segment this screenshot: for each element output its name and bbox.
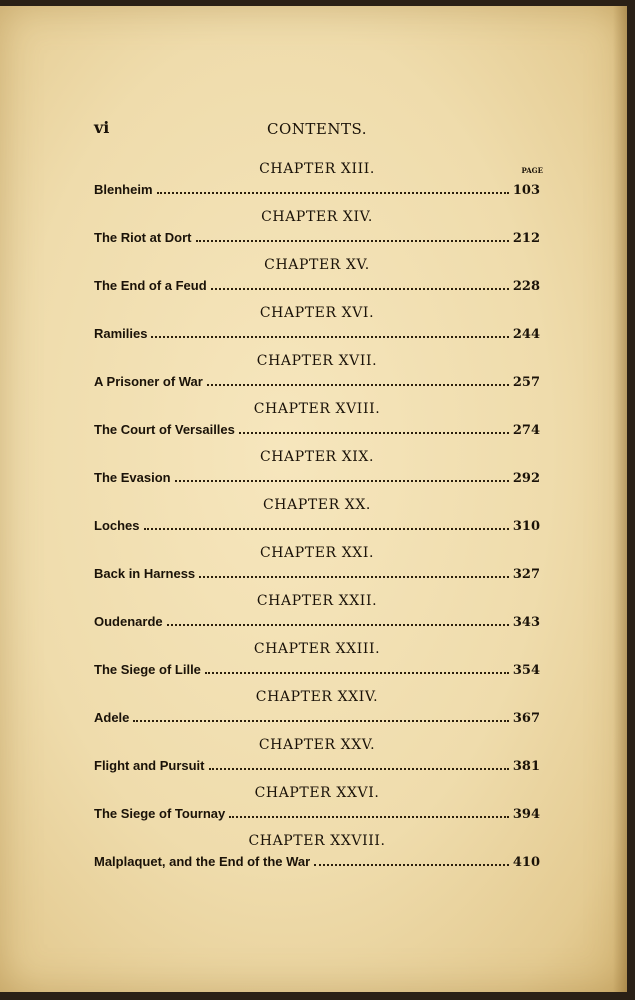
toc-line xyxy=(94,614,540,630)
chapter-title: Blenheim xyxy=(94,182,153,197)
toc-entry xyxy=(94,492,540,540)
toc-line xyxy=(94,662,540,678)
chapter-page-number: 274 xyxy=(512,423,540,438)
toc-entry xyxy=(94,732,540,780)
chapter-page-number: 394 xyxy=(512,807,540,822)
toc-entry xyxy=(94,348,540,396)
chapter-heading: CHAPTER XIII. xyxy=(259,161,375,177)
table-of-contents xyxy=(94,156,540,876)
chapter-page-number: 310 xyxy=(512,519,540,534)
chapter-heading: CHAPTER XXI. xyxy=(259,545,375,561)
chapter-page-number: 244 xyxy=(512,327,540,342)
chapter-title: A Prisoner of War xyxy=(94,374,203,389)
dot-leader xyxy=(209,758,509,770)
toc-line xyxy=(94,566,540,582)
page-header xyxy=(94,118,540,142)
chapter-title: The Court of Versailles xyxy=(94,422,235,437)
toc-entry xyxy=(94,588,540,636)
dot-leader xyxy=(211,278,509,290)
chapter-heading: CHAPTER XVII. xyxy=(256,353,378,369)
chapter-title: Back in Harness xyxy=(94,566,196,581)
running-title: CONTENTS. xyxy=(267,120,367,138)
chapter-heading: CHAPTER XXII. xyxy=(256,593,378,609)
toc-line xyxy=(94,518,540,534)
toc-entry xyxy=(94,396,540,444)
chapter-heading: CHAPTER XIV. xyxy=(261,209,373,225)
page-column-label: PAGE xyxy=(521,166,543,175)
dot-leader xyxy=(133,710,508,722)
toc-entry xyxy=(94,540,540,588)
chapter-heading: CHAPTER XVIII. xyxy=(253,401,381,417)
chapter-heading: CHAPTER XXVIII. xyxy=(248,833,386,849)
chapter-page-number: 367 xyxy=(512,711,540,726)
chapter-page-number: 343 xyxy=(512,615,540,630)
dot-leader xyxy=(229,806,509,818)
toc-line xyxy=(94,422,540,438)
toc-entry xyxy=(94,828,540,876)
chapter-title: Adele xyxy=(94,710,130,725)
chapter-page-number: 381 xyxy=(512,759,540,774)
chapter-title: The Riot at Dort xyxy=(94,230,192,245)
chapter-page-number: 103 xyxy=(512,183,540,198)
toc-entry xyxy=(94,636,540,684)
toc-line xyxy=(94,470,540,486)
dot-leader xyxy=(205,662,509,674)
chapter-page-number: 327 xyxy=(512,567,540,582)
chapter-title: The Siege of Lille xyxy=(94,662,201,677)
dot-leader xyxy=(239,422,509,434)
chapter-heading: CHAPTER XIX. xyxy=(259,449,375,465)
toc-line xyxy=(94,374,540,390)
dot-leader xyxy=(199,566,509,578)
dot-leader xyxy=(207,374,509,386)
toc-line xyxy=(94,230,540,246)
chapter-heading: CHAPTER XXVI. xyxy=(254,785,380,801)
chapter-page-number: 212 xyxy=(512,231,540,246)
chapter-title: Oudenarde xyxy=(94,614,163,629)
toc-line xyxy=(94,806,540,822)
chapter-title: The Evasion xyxy=(94,470,171,485)
toc-line xyxy=(94,182,540,198)
chapter-title: Loches xyxy=(94,518,140,533)
chapter-title: Flight and Pursuit xyxy=(94,758,205,773)
chapter-heading: CHAPTER XV. xyxy=(264,257,370,273)
toc-entry xyxy=(94,444,540,492)
chapter-page-number: 410 xyxy=(512,855,540,870)
chapter-page-number: 354 xyxy=(512,663,540,678)
chapter-page-number: 257 xyxy=(512,375,540,390)
toc-entry xyxy=(94,684,540,732)
dot-leader xyxy=(175,470,509,482)
chapter-title: The End of a Feud xyxy=(94,278,207,293)
dot-leader xyxy=(157,182,509,194)
page-number: vi xyxy=(94,118,110,137)
toc-entry xyxy=(94,780,540,828)
toc-entry xyxy=(94,300,540,348)
toc-entry xyxy=(94,204,540,252)
toc-line xyxy=(94,854,540,870)
dot-leader xyxy=(151,326,508,338)
toc-line xyxy=(94,278,540,294)
chapter-heading: CHAPTER XXIV. xyxy=(255,689,379,705)
chapter-title: Malplaquet, and the End of the War xyxy=(94,854,311,869)
chapter-heading: CHAPTER XX. xyxy=(263,497,371,513)
chapter-page-number: 228 xyxy=(512,279,540,294)
chapter-heading: CHAPTER XVI. xyxy=(259,305,375,321)
toc-entry xyxy=(94,252,540,300)
toc-line xyxy=(94,326,540,342)
toc-line xyxy=(94,710,540,726)
toc-entry xyxy=(94,156,540,204)
chapter-heading: CHAPTER XXIII. xyxy=(253,641,381,657)
book-page xyxy=(0,6,627,992)
dot-leader xyxy=(167,614,509,626)
dot-leader xyxy=(144,518,509,530)
chapter-page-number: 292 xyxy=(512,471,540,486)
chapter-title: Ramilies xyxy=(94,326,148,341)
toc-line xyxy=(94,758,540,774)
chapter-heading: CHAPTER XXV. xyxy=(258,737,376,753)
dot-leader xyxy=(196,230,509,242)
chapter-title: The Siege of Tournay xyxy=(94,806,226,821)
dot-leader xyxy=(314,854,509,866)
